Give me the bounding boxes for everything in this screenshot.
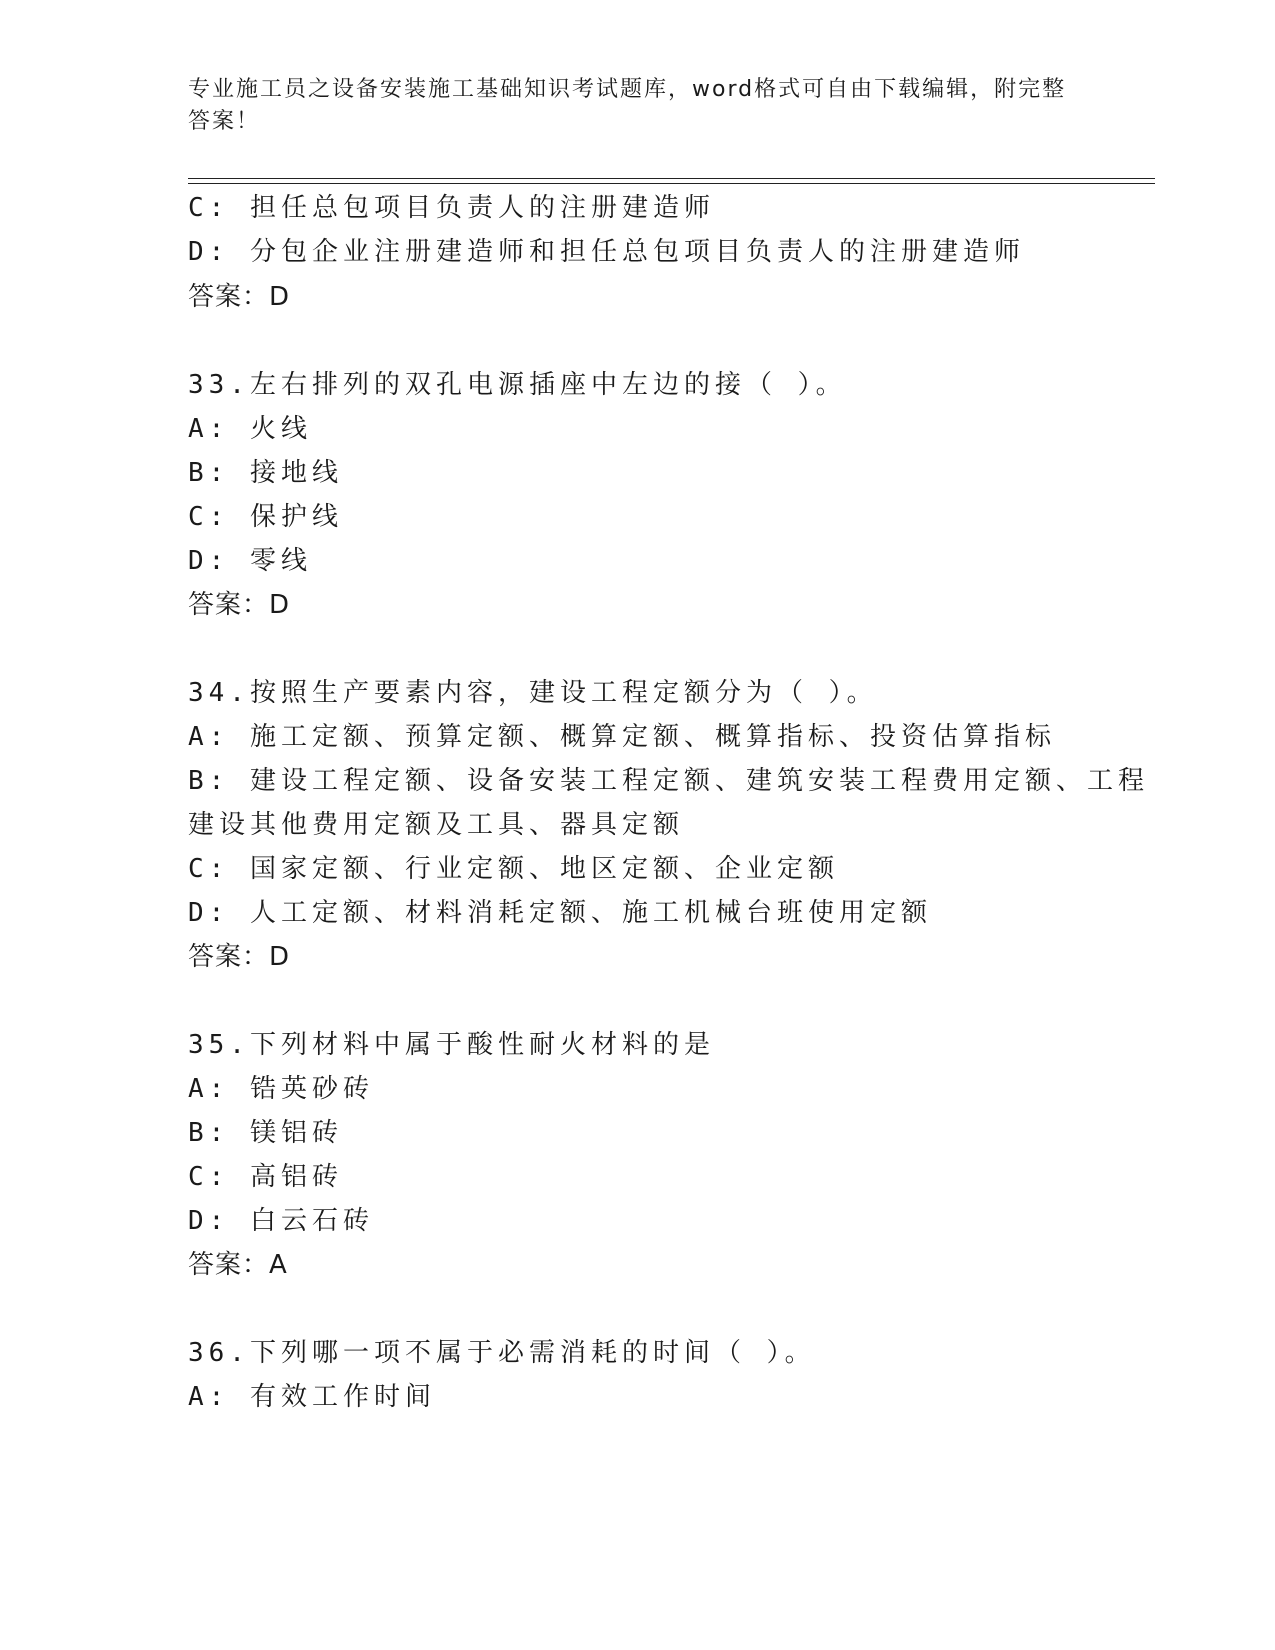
answer-q34: 答案：D	[188, 942, 291, 972]
option-a-q36: A: 有效工作时间	[188, 1382, 436, 1412]
option-b-q35: B: 镁铝砖	[188, 1118, 343, 1148]
option-c-q35: C: 高铝砖	[188, 1162, 343, 1192]
option-a-q34: A: 施工定额、预算定额、概算定额、概算指标、投资估算指标	[188, 722, 1056, 752]
header-divider-bottom	[188, 183, 1155, 184]
answer-q32: 答案：D	[188, 282, 291, 312]
option-b-q34-continued: 建设其他费用定额及工具、器具定额	[188, 810, 685, 840]
option-a-q33: A: 火线	[188, 414, 312, 444]
question-36: 36.下列哪一项不属于必需消耗的时间（ ）。	[188, 1338, 816, 1368]
option-c-q34: C: 国家定额、行业定额、地区定额、企业定额	[188, 854, 839, 884]
answer-q33: 答案：D	[188, 590, 291, 620]
header-divider-top	[188, 178, 1155, 179]
option-a-q35: A: 锆英砂砖	[188, 1074, 374, 1104]
option-b-q33: B: 接地线	[188, 458, 343, 488]
option-b-q34: B: 建设工程定额、设备安装工程定额、建筑安装工程费用定额、工程	[188, 766, 1149, 796]
question-35: 35.下列材料中属于酸性耐火材料的是	[188, 1030, 715, 1060]
answer-q35: 答案：A	[188, 1250, 288, 1280]
document-header: 专业施工员之设备安装施工基础知识考试题库，word格式可自由下载编辑，附完整答案！	[188, 77, 1067, 134]
question-34: 34.按照生产要素内容，建设工程定额分为（ ）。	[188, 678, 878, 708]
option-c-q33: C: 保护线	[188, 502, 343, 532]
option-d-q34: D: 人工定额、材料消耗定额、施工机械台班使用定额	[188, 898, 932, 928]
option-d-q32: D: 分包企业注册建造师和担任总包项目负责人的注册建造师	[188, 237, 1025, 267]
option-c-q32: C: 担任总包项目负责人的注册建造师	[188, 193, 715, 223]
option-d-q33: D: 零线	[188, 546, 312, 576]
question-33: 33.左右排列的双孔电源插座中左边的接（ ）。	[188, 370, 847, 400]
option-d-q35: D: 白云石砖	[188, 1206, 374, 1236]
